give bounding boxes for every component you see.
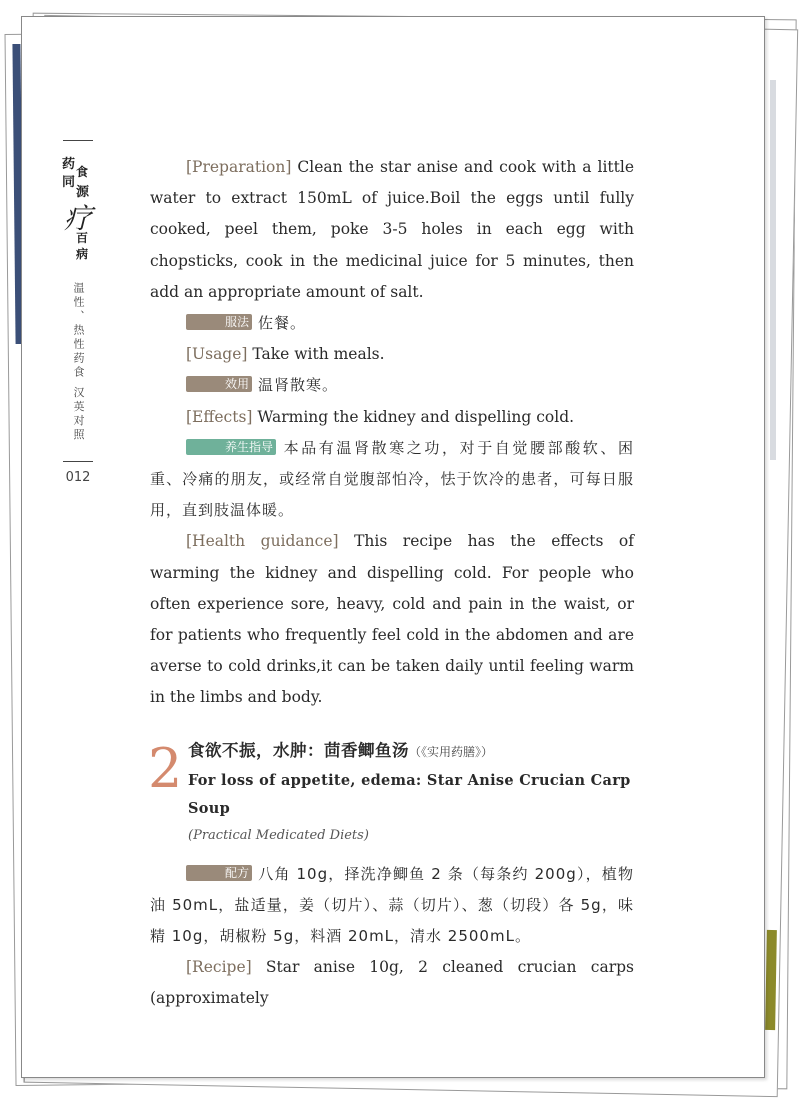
source-cn: （《实用药膳》） <box>409 744 494 759</box>
book-logo <box>58 153 98 263</box>
guidance-cn-text: 本品有温肾散寒之功，对于自觉腰部酸软、困重、冷痛的朋友，或经常自觉腹部怕冷，怯于饮冷的患者，可每日服用，直到肢温体暖。 <box>150 438 634 520</box>
recipe-section <box>150 736 634 1015</box>
label-effects: [Effects] <box>186 407 253 426</box>
label-preparation: [Preparation] <box>186 158 292 176</box>
logo-char: 病 <box>76 247 89 261</box>
page-number: 012 <box>65 470 91 485</box>
effects-paragraph <box>150 402 634 433</box>
page-edge-gray <box>770 80 776 460</box>
tag-recipe-cn: 配方 <box>186 865 252 881</box>
title-cn-text: 食欲不振，水肿：茴香鲫鱼汤 <box>188 740 409 760</box>
section-number: 2 <box>148 736 183 800</box>
usage-cn-paragraph <box>150 308 634 339</box>
logo-char: 同 <box>62 175 76 190</box>
usage-text: Take with meals. <box>247 345 385 364</box>
logo-char: 源 <box>76 185 90 200</box>
guidance-text: This recipe has the effects of warming the kidney and dispelling cold. For people who often experience sore, heavy, cold and pain in the waist, or for patients who frequently feel cold in the abdomen and are averse to cold drinks,it can be taken daily until feeling warm in the limbs and body. <box>150 532 634 707</box>
book-subtitle: 温性、热性药食 汉英对照 <box>72 281 85 443</box>
logo-char: 食 <box>76 165 89 179</box>
recipe-cn-text: 八角 10g，择洗净鲫鱼 2 条（每条约 200g），植物油 50mL，盐适量，姜（切片）、蒜（切片）、葱（切段）各 5g，味精 10g，胡椒粉 5g，料酒 20mL，清水 2500mL。 <box>150 864 634 946</box>
effects-cn-text: 温肾散寒。 <box>258 376 339 395</box>
preparation-text: Clean the star anise and cook with a little water to extract 150mL of juice.Boil the eggs until fully cooked, peel them, poke 3-5 holes in each egg with chopsticks, cook in the medicinal juice for 5 minutes, then add an appropriate amount of salt. <box>150 158 634 301</box>
section-title-en: For loss of appetite, edema: Star Anise Crucian Carp Soup <box>188 771 631 817</box>
tag-usage-cn: 服法 <box>186 314 252 330</box>
effects-text: Warming the kidney and dispelling cold. <box>252 407 575 426</box>
page-edge-olive <box>765 930 777 1030</box>
guidance-cn-paragraph <box>150 433 634 527</box>
recipe-paragraph <box>150 952 634 1014</box>
divider <box>63 461 93 462</box>
logo-char: 药 <box>62 157 76 172</box>
logo-char: 百 <box>76 231 89 245</box>
section-source-en: (Practical Medicated Diets) <box>188 827 369 843</box>
preparation-paragraph <box>150 152 634 308</box>
tag-effects-cn: 效用 <box>186 376 252 392</box>
recipe-cn-paragraph <box>150 859 634 953</box>
divider <box>63 140 93 141</box>
running-title <box>58 140 98 485</box>
usage-paragraph <box>150 339 634 370</box>
tag-guidance-cn: 养生指导 <box>186 439 276 455</box>
main-text <box>150 152 634 1015</box>
label-recipe: [Recipe] <box>186 958 252 977</box>
label-guidance: [Health guidance] <box>186 532 339 551</box>
logo-char: 疗 <box>64 202 93 235</box>
effects-cn-paragraph <box>150 370 634 401</box>
guidance-paragraph <box>150 526 634 713</box>
usage-cn-text: 佐餐。 <box>258 314 307 333</box>
section-title-cn <box>188 736 634 767</box>
label-usage: [Usage] <box>186 345 248 364</box>
recipe-text: Star anise 10g, 2 cleaned crucian carps (approximately <box>150 958 634 1008</box>
